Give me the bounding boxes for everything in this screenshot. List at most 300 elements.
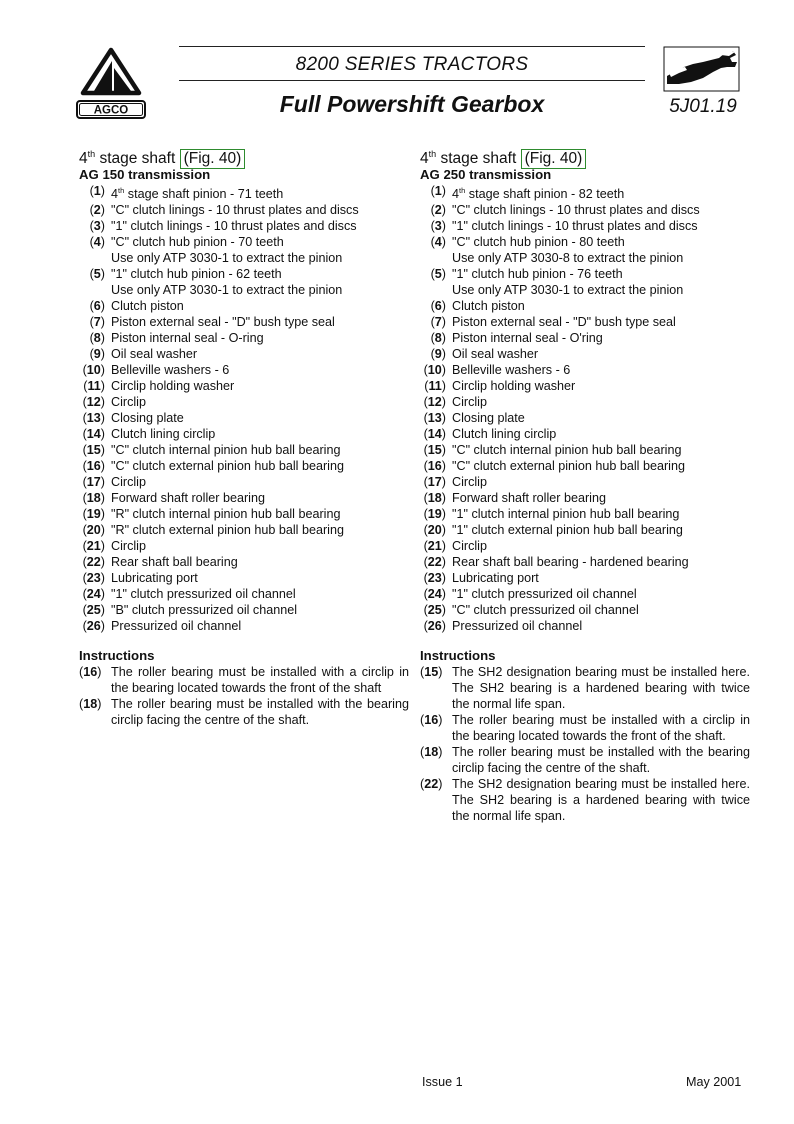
item-text-main: "C" clutch hub pinion - 70 teeth: [111, 235, 284, 249]
item-number-value: 8: [434, 331, 442, 345]
item-text-main: Rear shaft ball bearing: [111, 555, 238, 569]
list-item: [420, 330, 750, 346]
page-title: Full Powershift Gearbox: [279, 91, 545, 117]
logo-text: AGCO: [93, 104, 129, 117]
item-text-main: Piston internal seal - O'ring: [452, 331, 603, 345]
item-number: (23): [82, 571, 105, 585]
item-number: (8): [89, 331, 105, 345]
item-text: [111, 538, 409, 554]
item-number-value: 24: [86, 587, 101, 601]
list-item: [420, 506, 750, 522]
list-item: [420, 442, 750, 458]
item-number: (4): [89, 235, 105, 249]
item-number-value: 20: [86, 523, 101, 537]
item-text-main: "1" clutch hub pinion - 76 teeth: [452, 267, 623, 281]
item-number: (19): [423, 507, 446, 521]
item-number-value: 12: [427, 395, 442, 409]
right-transmission: AG 250 transmission: [420, 167, 552, 182]
item-number-value: 9: [93, 347, 101, 361]
instruction-number: (22): [420, 777, 443, 791]
list-item: [79, 234, 409, 250]
item-number-value: 19: [86, 507, 101, 521]
item-number: (9): [430, 347, 446, 361]
header-rule-top: [179, 46, 645, 47]
item-number-value: 2: [434, 203, 442, 217]
footer-issue: Issue 1: [422, 1075, 463, 1089]
item-text-main: "1" clutch linings - 10 thrust plates and discs: [452, 219, 698, 233]
instruction-text: The SH2 designation bearing must be installed here. The SH2 bearing is a hardened bearing with twice the normal life span.: [452, 665, 750, 711]
item-text: [111, 506, 409, 522]
right-title-sup: th: [428, 149, 437, 159]
item-text: [452, 378, 750, 394]
item-number-value: 1: [93, 184, 101, 198]
instruction-number: (16): [420, 713, 443, 727]
list-item: [420, 362, 750, 378]
item-text-main: Belleville washers - 6: [111, 363, 230, 377]
item-text-main: "1" clutch linings - 10 thrust plates and discs: [111, 219, 357, 233]
item-number: (22): [423, 555, 446, 569]
instruction-item: [420, 712, 750, 744]
item-text-main: Clutch piston: [111, 299, 184, 313]
item-number: (1): [89, 184, 105, 198]
list-item: [420, 538, 750, 554]
left-section-title: [79, 144, 409, 167]
item-text-main: Forward shaft roller bearing: [452, 491, 606, 505]
item-text: [111, 522, 409, 538]
item-number-value: 16: [86, 459, 101, 473]
instruction-item: [420, 776, 750, 824]
item-text-prefix: 4: [452, 187, 460, 201]
item-number-value: 25: [86, 603, 101, 617]
item-text-main: Forward shaft roller bearing: [111, 491, 265, 505]
item-text: [452, 522, 750, 538]
list-item: [420, 183, 750, 202]
item-text: [452, 538, 750, 554]
item-text: [452, 266, 750, 282]
item-number-value: 7: [434, 315, 442, 329]
item-text-main: "C" clutch internal pinion hub ball bearing: [452, 443, 682, 457]
item-text-main: Circlip: [452, 475, 487, 489]
agco-logo-icon: [75, 46, 147, 121]
list-item: [79, 474, 409, 490]
list-item: [420, 394, 750, 410]
item-text: [111, 458, 409, 474]
item-number: (24): [423, 587, 446, 601]
list-item: [420, 346, 750, 362]
item-text-main: "B" clutch pressurized oil channel: [111, 603, 298, 617]
item-number: (21): [423, 539, 446, 553]
list-item: [79, 458, 409, 474]
instruction-number: (18): [420, 745, 443, 759]
item-number: (20): [423, 523, 446, 537]
instruction-item: [79, 696, 409, 728]
list-item: [79, 346, 409, 362]
item-text: [111, 346, 409, 362]
item-text: [111, 218, 409, 234]
item-text-main: Piston external seal - "D" bush type seal: [111, 315, 335, 329]
item-number-value: 18: [86, 491, 101, 505]
item-text: [452, 554, 750, 570]
item-number-value: 10: [86, 363, 101, 377]
right-title-main: stage shaft: [436, 150, 521, 167]
item-text: [111, 410, 409, 426]
item-number: (13): [82, 411, 105, 425]
list-item: [79, 202, 409, 218]
instruction-number-value: 16: [83, 665, 98, 679]
item-number-value: 5: [93, 267, 101, 281]
right-column: [420, 144, 750, 824]
item-number: (16): [423, 459, 446, 473]
instruction-text: The roller bearing must be installed with the bearing circlip facing the centre of the shaft.: [452, 745, 750, 775]
right-title-prefix: 4: [420, 150, 429, 167]
item-number-value: 12: [86, 395, 101, 409]
item-text-main: stage shaft pinion - 71 teeth: [124, 187, 284, 201]
item-text-main: Pressurized oil channel: [452, 619, 583, 633]
item-text: [111, 490, 409, 506]
item-text: [452, 426, 750, 442]
series-title: 8200 SERIES TRACTORS: [295, 54, 529, 75]
list-item: [420, 474, 750, 490]
item-text-sup: th: [118, 186, 125, 195]
instruction-text: The roller bearing must be installed with the bearing circlip facing the centre of the shaft.: [111, 697, 409, 727]
item-number-value: 1: [434, 184, 442, 198]
item-continuation: Use only ATP 3030-1 to extract the pinion: [111, 251, 343, 265]
item-text-main: Clutch lining circlip: [452, 427, 557, 441]
item-number: (12): [82, 395, 105, 409]
left-parts-list: [79, 183, 409, 634]
item-number: (18): [423, 491, 446, 505]
item-text: [452, 298, 750, 314]
item-number-value: 8: [93, 331, 101, 345]
item-text: [111, 586, 409, 602]
item-number: (6): [430, 299, 446, 313]
instruction-number: (15): [420, 665, 443, 679]
item-text-main: Oil seal washer: [111, 347, 198, 361]
item-number-value: 15: [427, 443, 442, 457]
list-item: [420, 202, 750, 218]
item-text-main: Rear shaft ball bearing - hardened bearing: [452, 555, 689, 569]
item-number-value: 19: [427, 507, 442, 521]
item-text-main: Clutch lining circlip: [111, 427, 216, 441]
item-text: [111, 474, 409, 490]
item-text-main: "R" clutch external pinion hub ball bearing: [111, 523, 344, 537]
item-number: (9): [89, 347, 105, 361]
item-number: (21): [82, 539, 105, 553]
item-text-main: Piston external seal - "D" bush type seal: [452, 315, 676, 329]
item-number-value: 10: [427, 363, 442, 377]
item-text: [452, 410, 750, 426]
item-text: [111, 362, 409, 378]
item-number-value: 26: [427, 619, 442, 633]
list-item: [420, 490, 750, 506]
list-item: [79, 426, 409, 442]
item-text-main: "1" clutch pressurized oil channel: [111, 587, 296, 601]
item-text-main: Piston internal seal - O-ring: [111, 331, 264, 345]
list-item: [420, 218, 750, 234]
list-item: [420, 554, 750, 570]
instruction-text: The SH2 designation bearing must be installed here. The SH2 bearing is a hardened bearing with twice the normal life span.: [452, 777, 750, 823]
instruction-item: [79, 664, 409, 696]
item-text: [111, 554, 409, 570]
item-number: (25): [423, 603, 446, 617]
instruction-item: [420, 744, 750, 776]
item-number: (17): [423, 475, 446, 489]
item-text-main: "R" clutch internal pinion hub ball bearing: [111, 507, 341, 521]
instruction-number-value: 18: [83, 697, 98, 711]
item-number: (5): [89, 267, 105, 281]
item-text-main: "1" clutch pressurized oil channel: [452, 587, 637, 601]
item-text: [452, 506, 750, 522]
item-number: (25): [82, 603, 105, 617]
item-number: (15): [423, 443, 446, 457]
item-number-value: 11: [428, 379, 442, 393]
item-number: (5): [430, 267, 446, 281]
item-text-main: Pressurized oil channel: [111, 619, 242, 633]
list-item: [79, 330, 409, 346]
item-number: (1): [430, 184, 446, 198]
left-title-sup: th: [87, 149, 96, 159]
list-item: [79, 602, 409, 618]
item-number-value: 4: [434, 235, 442, 249]
item-number-value: 6: [93, 299, 101, 313]
item-text: [452, 314, 750, 330]
item-text: [452, 202, 750, 218]
item-number-value: 21: [86, 539, 101, 553]
page-reference: 5J01.19: [669, 96, 737, 117]
item-number-value: 13: [427, 411, 442, 425]
item-text-main: Closing plate: [452, 411, 525, 425]
item-number: (17): [82, 475, 105, 489]
list-item: [420, 426, 750, 442]
item-number-value: 3: [434, 219, 442, 233]
left-instructions-title: Instructions: [79, 648, 155, 663]
item-text-main: Circlip: [111, 395, 146, 409]
item-number: (2): [430, 203, 446, 217]
item-text: [111, 618, 409, 634]
item-number: (14): [82, 427, 105, 441]
item-text-main: Circlip: [111, 539, 146, 553]
item-text: [111, 330, 409, 346]
item-text: [452, 458, 750, 474]
item-number-value: 22: [86, 555, 101, 569]
item-text: [452, 394, 750, 410]
item-text: [111, 183, 409, 202]
list-item: [79, 410, 409, 426]
item-number-value: 23: [427, 571, 442, 585]
item-number-value: 2: [93, 203, 101, 217]
list-item: [79, 394, 409, 410]
item-number-value: 4: [93, 235, 101, 249]
item-number-value: 14: [86, 427, 101, 441]
list-item: [79, 218, 409, 234]
item-text: [111, 570, 409, 586]
list-item: [420, 618, 750, 634]
list-item: [79, 538, 409, 554]
item-text: [452, 474, 750, 490]
list-item: [79, 554, 409, 570]
item-number: (8): [430, 331, 446, 345]
item-text-main: "C" clutch external pinion hub ball bearing: [452, 459, 685, 473]
item-number: (10): [423, 363, 446, 377]
instruction-item: [420, 664, 750, 712]
item-text: [111, 602, 409, 618]
item-text-main: Clutch piston: [452, 299, 525, 313]
item-text: [111, 234, 409, 250]
instruction-number: (18): [79, 697, 102, 711]
list-item: [79, 618, 409, 634]
item-text: [111, 298, 409, 314]
item-text: [111, 442, 409, 458]
item-text-main: Circlip holding washer: [111, 379, 235, 393]
instruction-number-value: 16: [424, 713, 439, 727]
item-number-value: 21: [427, 539, 442, 553]
right-section-title: [420, 144, 750, 167]
hand-wrench-icon: [663, 46, 740, 92]
list-item: [420, 314, 750, 330]
list-item: [420, 234, 750, 250]
item-text-main: Circlip: [452, 539, 487, 553]
list-item: [79, 298, 409, 314]
list-item: [420, 410, 750, 426]
item-number-value: 26: [86, 619, 101, 633]
item-number: (11): [83, 379, 105, 393]
item-text-sup: th: [459, 186, 466, 195]
list-item: [420, 298, 750, 314]
item-number-value: 17: [86, 475, 101, 489]
list-item: [420, 602, 750, 618]
item-text: [111, 202, 409, 218]
item-text: [452, 618, 750, 634]
list-item: [79, 586, 409, 602]
left-title-main: stage shaft: [95, 150, 180, 167]
right-fig-ref-link[interactable]: (Fig. 40): [521, 149, 587, 169]
item-text-main: "C" clutch internal pinion hub ball bearing: [111, 443, 341, 457]
item-number: (10): [82, 363, 105, 377]
list-item: [420, 570, 750, 586]
item-text-main: "1" clutch external pinion hub ball bearing: [452, 523, 683, 537]
item-number: (19): [82, 507, 105, 521]
list-item: [79, 442, 409, 458]
item-text: [111, 394, 409, 410]
item-number: (18): [82, 491, 105, 505]
item-number-value: 13: [86, 411, 101, 425]
instruction-number-value: 18: [424, 745, 439, 759]
item-number-value: 11: [87, 379, 101, 393]
item-number-value: 25: [427, 603, 442, 617]
footer-date: May 2001: [686, 1075, 742, 1089]
instruction-text: The roller bearing must be installed with a circlip in the bearing located towards the front of the shaft: [111, 665, 409, 695]
instruction-number-value: 15: [424, 665, 439, 679]
item-number-value: 14: [427, 427, 442, 441]
list-item: [79, 570, 409, 586]
list-item: [79, 506, 409, 522]
item-number-value: 20: [427, 523, 442, 537]
item-text: [452, 362, 750, 378]
item-number: (3): [430, 219, 446, 233]
list-item: [420, 458, 750, 474]
item-text-main: Circlip holding washer: [452, 379, 576, 393]
item-text: [452, 586, 750, 602]
left-column: [79, 144, 409, 728]
item-text-main: "1" clutch internal pinion hub ball bearing: [452, 507, 680, 521]
item-number: (14): [423, 427, 446, 441]
item-text: [452, 183, 750, 202]
item-text-main: "C" clutch hub pinion - 80 teeth: [452, 235, 625, 249]
item-text: [111, 426, 409, 442]
item-text: [452, 346, 750, 362]
list-item: [79, 362, 409, 378]
item-number: (4): [430, 235, 446, 249]
item-number-value: 6: [434, 299, 442, 313]
list-item: [420, 378, 750, 394]
item-number-value: 17: [427, 475, 442, 489]
item-text-main: Circlip: [452, 395, 487, 409]
item-number: (6): [89, 299, 105, 313]
right-instructions-list: [420, 664, 750, 824]
right-instructions-title: Instructions: [420, 648, 496, 663]
list-item: [79, 266, 409, 282]
item-text: [452, 602, 750, 618]
list-item: [79, 490, 409, 506]
item-number-value: 15: [86, 443, 101, 457]
left-title-prefix: 4: [79, 150, 88, 167]
item-number: (24): [82, 587, 105, 601]
list-item: [79, 314, 409, 330]
item-text: [111, 266, 409, 282]
item-number-value: 22: [427, 555, 442, 569]
item-number: (7): [89, 315, 105, 329]
item-number: (22): [82, 555, 105, 569]
item-text: [111, 378, 409, 394]
item-text: [111, 314, 409, 330]
item-number: (23): [423, 571, 446, 585]
item-text-main: Circlip: [111, 475, 146, 489]
item-number: (20): [82, 523, 105, 537]
item-text-main: "1" clutch hub pinion - 62 teeth: [111, 267, 282, 281]
item-number: (7): [430, 315, 446, 329]
item-text-main: stage shaft pinion - 82 teeth: [465, 187, 625, 201]
item-number: (26): [82, 619, 105, 633]
item-number: (15): [82, 443, 105, 457]
item-text-main: "C" clutch pressurized oil channel: [452, 603, 639, 617]
list-item: [79, 183, 409, 202]
list-item: [420, 266, 750, 282]
item-number: (26): [423, 619, 446, 633]
item-number-value: 5: [434, 267, 442, 281]
item-text: [452, 442, 750, 458]
item-text-main: Closing plate: [111, 411, 184, 425]
item-number-value: 24: [427, 587, 442, 601]
item-text-main: Lubricating port: [452, 571, 539, 585]
list-item: [420, 522, 750, 538]
left-fig-ref-link[interactable]: (Fig. 40): [180, 149, 246, 169]
item-text: [452, 218, 750, 234]
item-text-main: "C" clutch linings - 10 thrust plates and discs: [111, 203, 359, 217]
item-number-value: 9: [434, 347, 442, 361]
item-text-main: Oil seal washer: [452, 347, 539, 361]
item-continuation: Use only ATP 3030-8 to extract the pinion: [452, 251, 684, 265]
item-number: (11): [424, 379, 446, 393]
item-text: [452, 570, 750, 586]
item-text-main: Belleville washers - 6: [452, 363, 571, 377]
item-text: [452, 234, 750, 250]
instruction-number: (16): [79, 665, 102, 679]
item-number-value: 23: [86, 571, 101, 585]
item-text: [452, 330, 750, 346]
item-number: (16): [82, 459, 105, 473]
item-number: (2): [89, 203, 105, 217]
item-text-prefix: 4: [111, 187, 119, 201]
